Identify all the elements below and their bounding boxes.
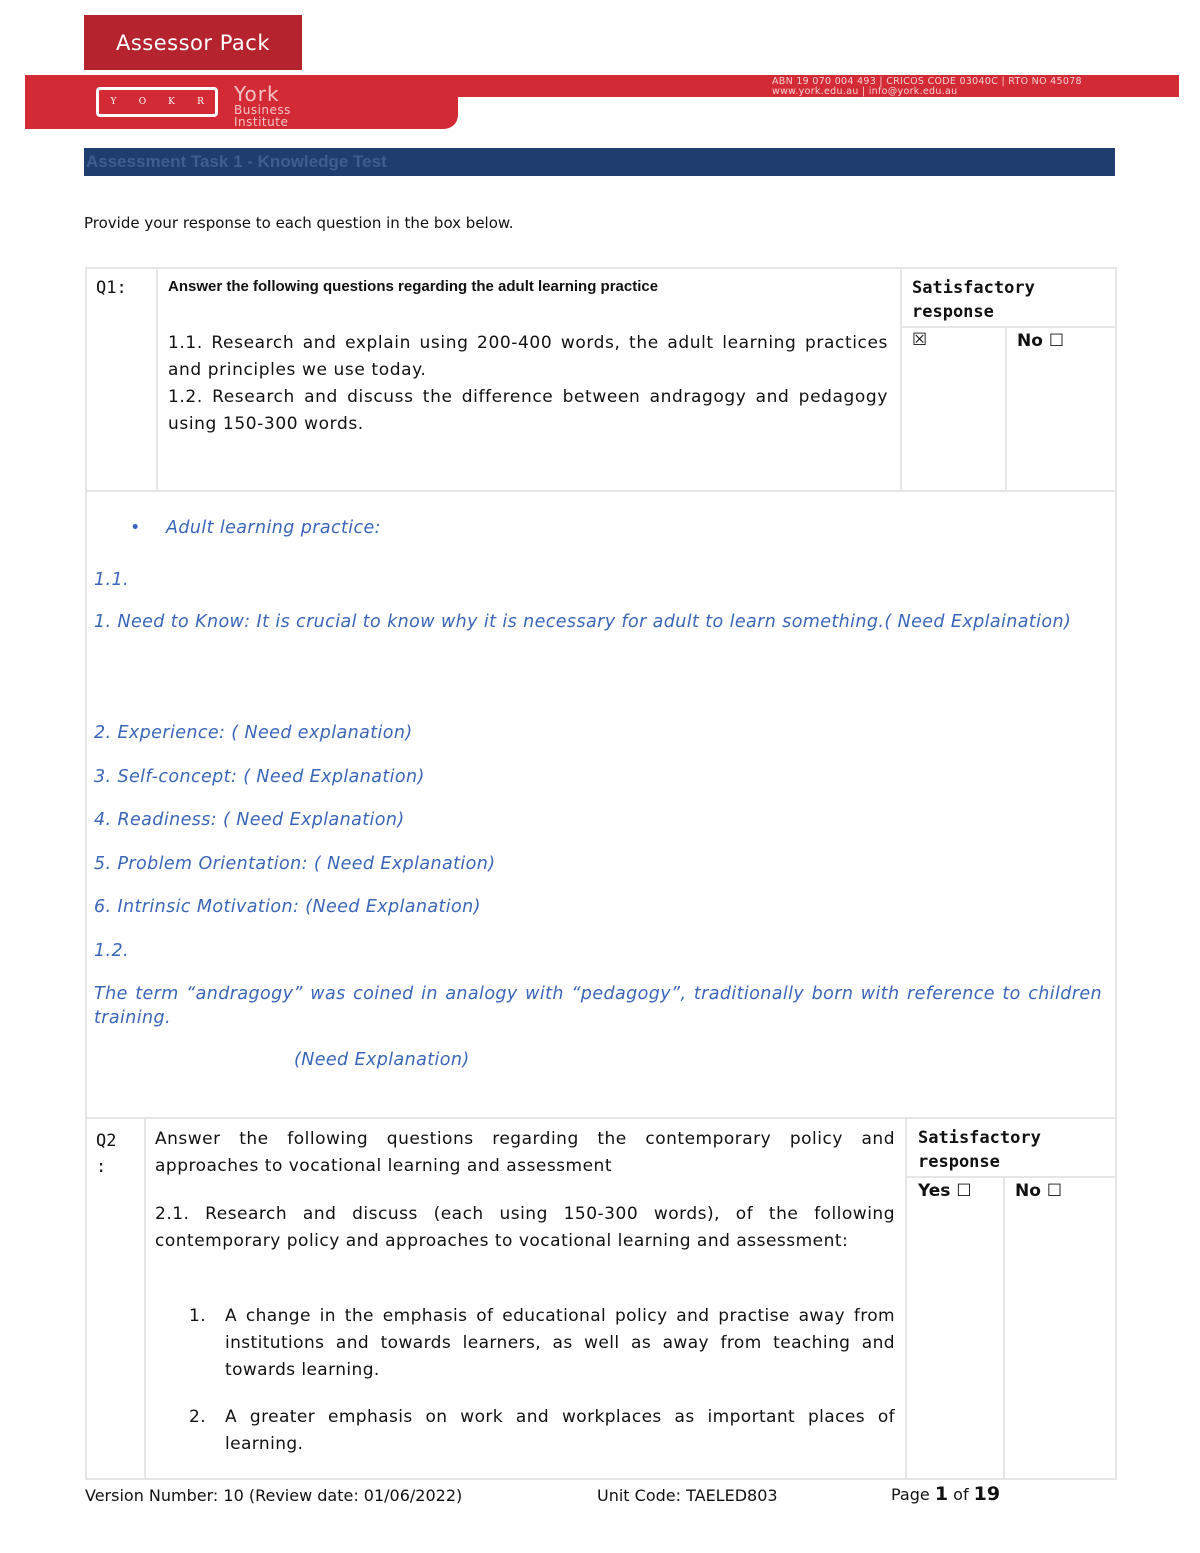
answer-section-1-2: 1.2. (94, 941, 129, 961)
q1-body (168, 330, 888, 438)
answer-heading: Adult learning practice: (166, 518, 381, 538)
logo-letter: O (138, 97, 147, 107)
q2-item-number: 1. (189, 1306, 207, 1326)
logo-name: York (234, 82, 280, 106)
footer-page-total: 19 (973, 1483, 1001, 1505)
footer-version: Version Number: 10 (Review date: 01/06/2022) (85, 1486, 463, 1505)
answer-paragraph: 1. Need to Know: It is crucial to know why it is necessary for adult to learn something.( Need Explaination) (94, 612, 1072, 632)
answer-section-1-1: 1.1. (94, 570, 129, 590)
q1-label: Q1: (96, 278, 127, 298)
q2-label: Q2 : (96, 1131, 117, 1177)
q1-divider (1005, 326, 1007, 492)
logo-letter: Y (110, 97, 117, 107)
q2-divider (144, 1117, 146, 1480)
q1-heading: Answer the following questions regarding the adult learning practice (168, 278, 659, 295)
q2-divider (1003, 1176, 1005, 1480)
answer-paragraph: The term “andragogy” was coined in analogy with “pedagogy”, traditionally born with reference to children training. (94, 984, 1102, 1028)
footer-page-prefix: Page (891, 1485, 935, 1504)
answer-paragraph: (Need Explanation) (294, 1050, 470, 1070)
q2-item (155, 1303, 895, 1384)
q1-item-1: 1.1. Research and explain using 200-400 words, the adult learning practices and principles we use today. (168, 333, 888, 380)
q1-divider (156, 267, 158, 492)
q2-item-text: A greater emphasis on work and workplaces as important places of learning. (225, 1407, 895, 1454)
assessor-pack-tab: Assessor Pack (84, 15, 302, 70)
q2-item-text: A change in the emphasis of educational policy and practise away from institutions and towards learners, as well as away from teaching and towards learning. (225, 1306, 895, 1380)
logo-sub-1: Business (234, 103, 291, 117)
q2-divider (905, 1117, 907, 1480)
q1-item-2: 1.2. Research and discuss the difference between andragogy and pedagogy using 150-300 words. (168, 387, 888, 434)
q2-no-checkbox[interactable]: No ☐ (1015, 1181, 1063, 1201)
footer-page-current: 1 (934, 1483, 949, 1505)
q1-divider (900, 267, 902, 492)
logo-letter: R (197, 97, 204, 107)
q2-satisfactory-title: Satisfactory response (918, 1128, 1041, 1172)
york-logo-text (234, 84, 291, 128)
q1-yes-checkbox[interactable]: ☒ (912, 330, 928, 350)
q1-divider (900, 326, 1117, 328)
answer-paragraph: 3. Self-concept: ( Need Explanation) (94, 767, 425, 787)
contact-line-1: ABN 19 070 004 493 | CRICOS CODE 03040C | RTO NO 45078 (772, 76, 1082, 87)
header-contact (772, 77, 1167, 97)
q2-item-number: 2. (189, 1407, 207, 1427)
answer-paragraph: 4. Readiness: ( Need Explanation) (94, 810, 405, 830)
q2-heading: Answer the following questions regarding the contemporary policy and approaches to vocational learning and assessment (155, 1129, 895, 1176)
instruction-text: Provide your response to each question in the box below. (84, 214, 514, 232)
logo-sub-2: Institute (234, 115, 289, 129)
task-title-bar (84, 148, 1115, 176)
answer-paragraph: 6. Intrinsic Motivation: (Need Explanation) (94, 897, 481, 917)
answer-bullet: • (130, 518, 141, 538)
footer-unit-code: Unit Code: TAELED803 (597, 1486, 778, 1505)
footer-page-number (891, 1483, 1000, 1505)
q2-item-list (155, 1303, 895, 1458)
logo-letter: K (168, 97, 175, 107)
task-title: Assessment Task 1 - Knowledge Test (86, 152, 387, 171)
answer-paragraph: 5. Problem Orientation: ( Need Explanation) (94, 854, 496, 874)
q2-yes-checkbox[interactable]: Yes ☐ (918, 1181, 972, 1201)
footer-page-of: of (948, 1485, 974, 1504)
q2-divider (905, 1176, 1117, 1178)
q2-item (155, 1404, 895, 1458)
contact-line-2: www.york.edu.au | info@york.edu.au (772, 86, 958, 97)
york-logo-shield (96, 87, 218, 117)
q1-satisfactory-title: Satisfactory response (912, 278, 1035, 322)
answer-paragraph: 2. Experience: ( Need explanation) (94, 723, 413, 743)
q1-no-checkbox[interactable]: No ☐ (1017, 331, 1065, 351)
q2-intro: 2.1. Research and discuss (each using 150-300 words), of the following contemporary policy and approaches to vocational learning and assessment: (155, 1204, 895, 1251)
